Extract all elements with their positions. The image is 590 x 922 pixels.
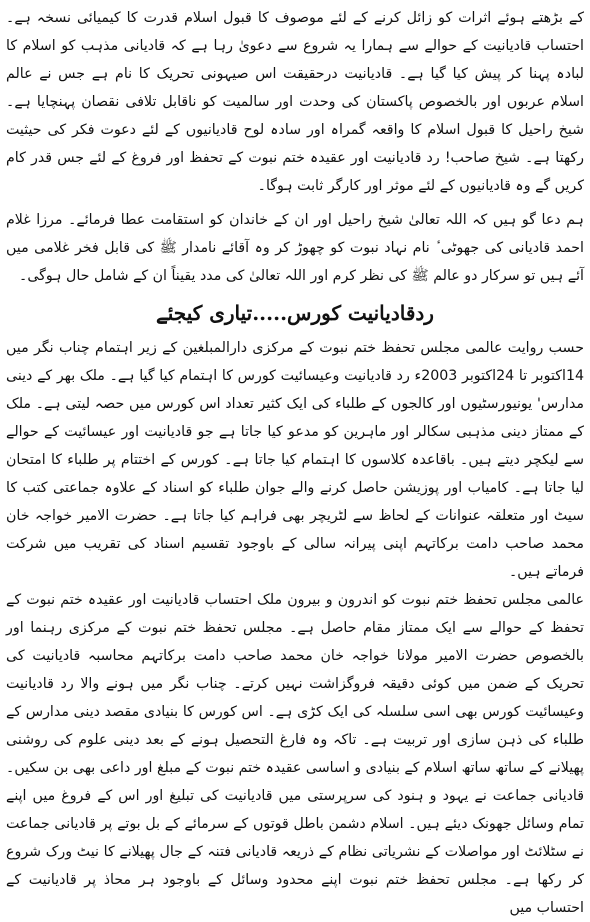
paragraph-4: عالمی مجلس تحفظ ختم نبوت کو اندرون و بیرون ملک احتساب قادیانیت اور عقیدہ ختم نبوت کے تحفظ کے حوالے سے ایک ممتاز مقام حاصل ہے۔ مجلس تحفظ ختم نبوت کے مرکزی رہنما اور بالخصوص حضرت الامیر مولانا خواجہ خان محمد صاحب دامت برکاتہم محاسبہ قادیانیت کی تحریک کے ضمن میں کوئی دقیقہ فروگزاشت نہیں کرتے۔ چناب نگر میں ہونے والا رد قادیانیت وعیسائیت کورس بھی اسی سلسلہ کی ایک کڑی ہے۔ اس کورس کا بنیادی مقصد دینی مدارس کے طلباء کی ذہن سازی اور تربیت ہے۔ تاکہ وہ فارغ التحصیل ہونے کے بعد دینی علوم کی روشنی پھیلانے کے ساتھ ساتھ اسلام کے بنیادی و اساسی عقیدہ ختم نبوت کے مبلغ اور داعی بھی بن سکیں۔ قادیانی جماعت نے یہود و ہنود کی سرپرستی میں قادیانیت کی تبلیغ اور اس کے فروغ میں اپنے تمام وسائل جھونک دیئے ہیں۔ اسلام دشمن باطل قوتوں کے سرمائے کے بل بوتے پر قادیانی جماعت نے سٹلائٹ اور مواصلات کے نشریاتی نظام کے ذریعہ قادیانی فتنہ کے جال پھیلانے کا نیٹ ورک شروع کر رکھا ہے۔ مجلس تحفظ ختم نبوت اپنے محدود وسائل کے باوجود ہر محاذ پر قادیانیت کے احتساب میں (6, 592, 584, 916)
section-heading: ردقادیانیت کورس.....تیاری کیجئے (156, 301, 434, 325)
paragraph-3: حسب روایت عالمی مجلس تحفظ ختم نبوت کے مرکزی دارالمبلغین کے زیر اہتمام چناب نگر میں 14اکتوبر تا 24اکتوبر 2003ء رد قادیانیت وعیسائیت کورس کا اہتمام کیا گیا ہے۔ ملک بھر کے دینی مدارس' یونیورسٹیوں اور کالجوں کے طلباء کی ایک کثیر تعداد اس کورس میں حصہ لیتی ہے۔ ملک کے ممتاز دینی مذہبی سکالر اور ماہرین کو مدعو کیا جاتا ہے جو قادیانیت اور عیسائیت کے حوالے سے لیکچر دیتے ہیں۔ باقاعدہ کلاسوں کا اہتمام کیا جاتا ہے۔ کورس کے اختتام پر طلباء کا امتحان لیا جاتا ہے۔ کامیاب اور پوزیشن حاصل کرنے والے جوان طلباء کو اسناد کے علاوہ جماعتی کتب کا سیٹ اور متعلقہ عنوانات کے لحاظ سے لٹریچر بھی فراہم کیا جاتا ہے۔ حضرت الامیر خواجہ خان محمد صاحب دامت برکاتہم اپنی پیرانہ سالی کے باوجود تقسیم اسناد کی تقریب میں شرکت فرماتے ہیں۔ (6, 340, 585, 580)
paragraph-1: کے بڑھتے ہوئے اثرات کو زائل کرنے کے لئے موصوف کا قبول اسلام قدرت کا کیمیائی نسخہ ہے۔ احتساب قادیانیت کے حوالے سے ہمارا یہ شروع سے دعویٰ رہا ہے کہ قادیانی مذہب کو اسلام کا لبادہ پہنا کر پیش کیا گیا ہے۔ قادیانیت درحقیقت اس صیہونی تحریک کا نام ہے جس نے عالم اسلام عربوں اور بالخصوص پاکستان کی وحدت اور سالمیت کو ناقابل تلافی نقصان پہنچایا ہے۔ شیخ راحیل کا قبول اسلام کا واقعہ گمراہ اور سادہ لوح قادیانیوں کے لئے دعوت فکر کی حیثیت رکھتا ہے۔ شیخ صاحب! رد قادیانیت اور عقیدہ ختم نبوت کے تحفظ اور فروغ کے لئے جس قدر کام کریں گے وہ قادیانیوں کے لئے موثر اور کارگر ثابت ہوگا۔ (6, 10, 584, 194)
paragraph-2: ہم دعا گو ہیں کہ اللہ تعالیٰ شیخ راحیل اور ان کے خاندان کو استقامت عطا فرمائے۔ مرزا غلام احمد قادیانی کی جھوٹی ٔ نام نہاد نبوت کو چھوڑ کر وہ آقائے نامدار ﷺ کی قابل فخر غلامی میں آئے ہیں تو سرکار دو عالم ﷺ کی نظر کرم اور اللہ تعالیٰ کی مدد یقیناً ان کے شامل حال ہوگی۔ (6, 212, 584, 284)
